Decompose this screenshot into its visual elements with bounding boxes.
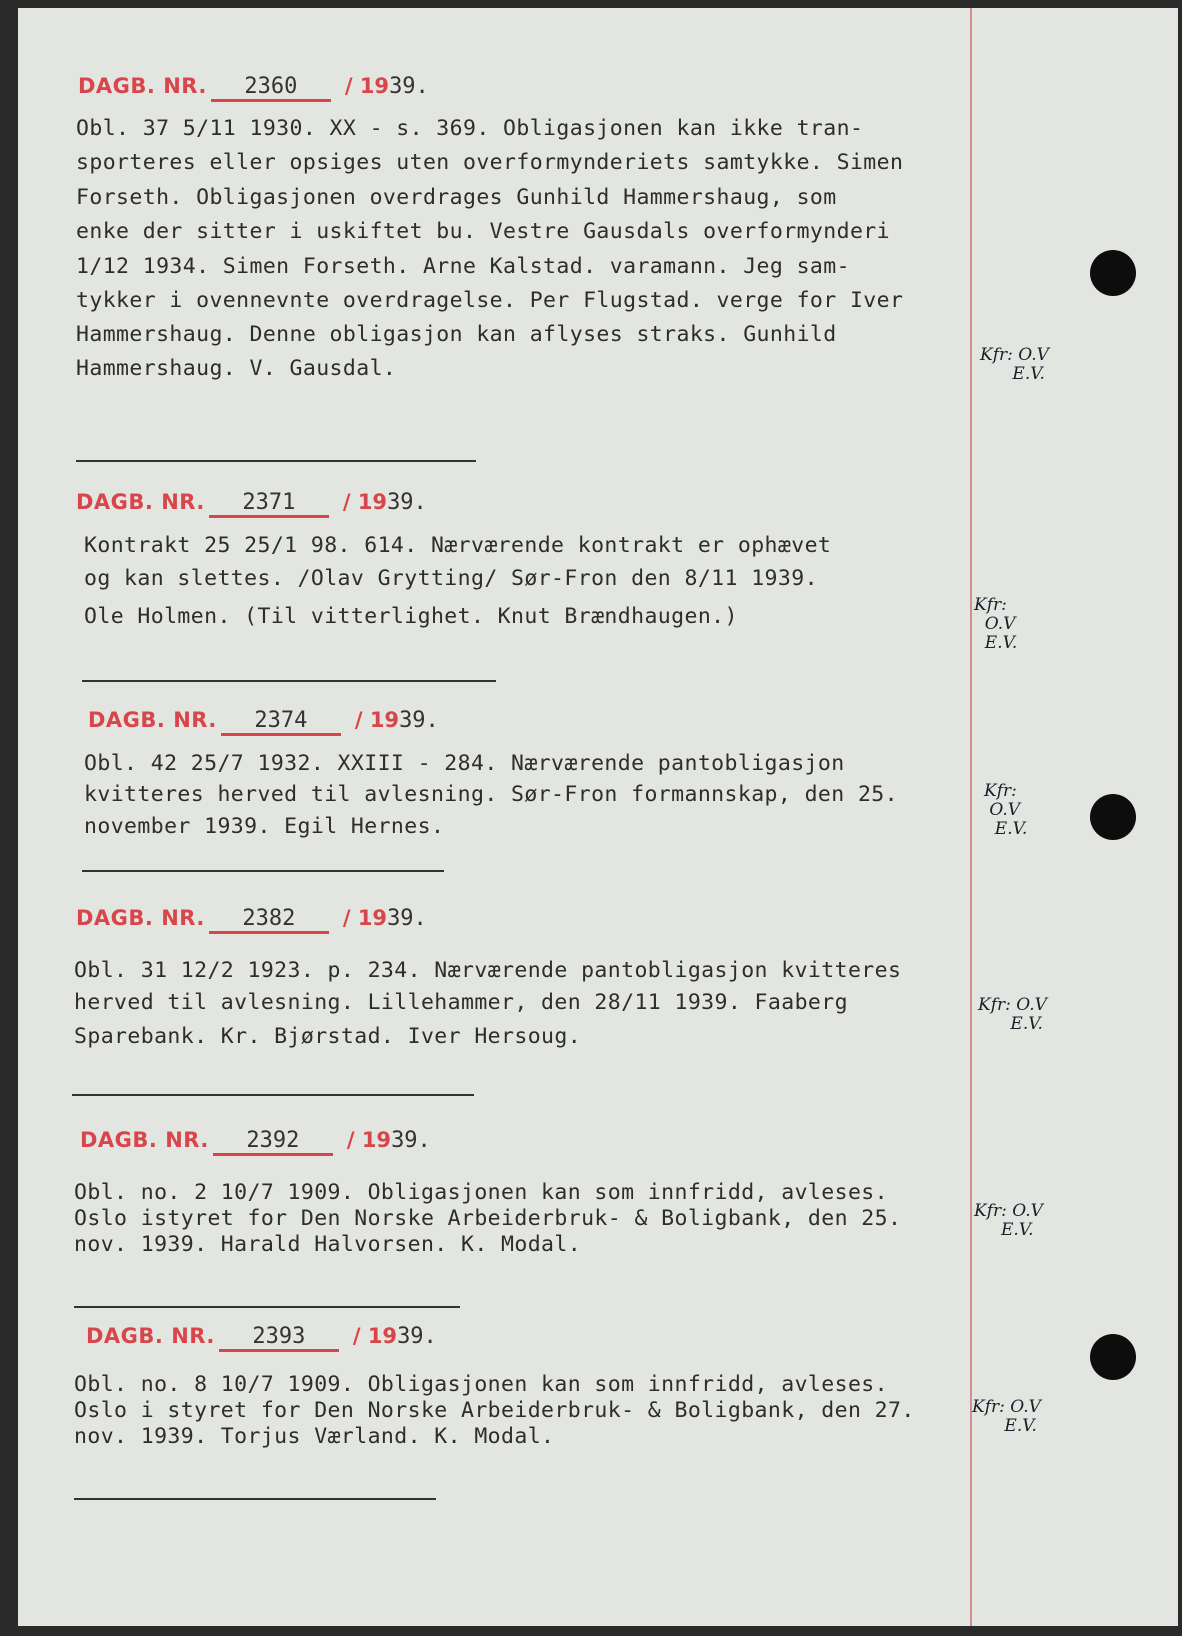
punch-hole (1090, 250, 1136, 296)
entry-text-line: Sparebank. Kr. Bjørstad. Iver Hersoug. (74, 1024, 582, 1049)
entry-label: DAGB. NR. (86, 1324, 215, 1348)
entry-header (76, 490, 427, 518)
punch-hole (1090, 1334, 1136, 1380)
entry-header (80, 1128, 431, 1156)
entry-number: 2393 (219, 1324, 339, 1352)
entry-text-line: enke der sitter i uskiftet bu. Vestre Gausdals overformynderi (76, 219, 890, 244)
entry-number: 2392 (213, 1128, 333, 1156)
margin-note: Kfr: O.V E.V. (974, 595, 1018, 653)
entry-text-line: kvitteres herved til avlesning. Sør-Fron formannskap, den 25. (84, 782, 898, 807)
separator-rule (72, 1094, 474, 1096)
entry-year-suffix: 39. (389, 74, 429, 99)
entry-number: 2382 (209, 906, 329, 934)
entry-text-line: Kontrakt 25 25/1 98. 614. Nærværende kontrakt er ophævet (84, 533, 832, 558)
entry-label: DAGB. NR. (76, 490, 205, 514)
margin-note: Kfr: O.V E.V. (972, 1397, 1041, 1436)
entry-year-prefix: / 19 (342, 490, 388, 514)
margin-note: Kfr: O.V E.V. (978, 995, 1047, 1034)
entry-text-line: sporteres eller opsiges uten overformynderiets samtykke. Simen (76, 150, 904, 175)
entry-year-suffix: 39. (387, 906, 427, 931)
entry-year-suffix: 39. (387, 490, 427, 515)
entry-text-line: Hammershaug. V. Gausdal. (76, 356, 397, 381)
separator-rule (76, 460, 476, 462)
entry-number: 2371 (209, 490, 329, 518)
separator-rule (82, 680, 496, 682)
entry-text-line: Ole Holmen. (Til vitterlighet. Knut Brændhaugen.) (84, 604, 738, 629)
entry-text-line: nov. 1939. Torjus Værland. K. Modal. (74, 1424, 555, 1449)
entry-text-line: Oslo istyret for Den Norske Arbeiderbruk- & Boligbank, den 25. (74, 1206, 902, 1231)
entry-text-line: Oslo i styret for Den Norske Arbeiderbruk- & Boligbank, den 27. (74, 1398, 915, 1423)
punch-hole (1090, 794, 1136, 840)
entry-number: 2374 (221, 708, 341, 736)
entry-label: DAGB. NR. (76, 906, 205, 930)
entry-text-line: og kan slettes. /Olav Grytting/ Sør-Fron den 8/11 1939. (84, 566, 818, 591)
entry-text-line: 1/12 1934. Simen Forseth. Arne Kalstad. varamann. Jeg sam- (76, 254, 850, 279)
entry-label: DAGB. NR. (88, 708, 217, 732)
document-page (18, 8, 1178, 1626)
entry-text-line: Obl. no. 8 10/7 1909. Obligasjonen kan som innfridd, avleses. (74, 1372, 888, 1397)
entry-label: DAGB. NR. (80, 1128, 209, 1152)
entry-text-line: Obl. 42 25/7 1932. XXIII - 284. Nærværende pantobligasjon (84, 751, 845, 776)
separator-rule (82, 870, 444, 872)
entry-header (88, 708, 439, 736)
entry-text-line: herved til avlesning. Lillehammer, den 28/11 1939. Faaberg (74, 990, 848, 1015)
separator-rule (74, 1498, 436, 1500)
entry-text-line: nov. 1939. Harald Halvorsen. K. Modal. (74, 1232, 582, 1257)
entry-label: DAGB. NR. (78, 74, 207, 98)
entry-text-line: tykker i ovennevnte overdragelse. Per Flugstad. verge for Iver (76, 288, 904, 313)
entry-year-suffix: 39. (397, 1324, 437, 1349)
entry-text-line: Obl. no. 2 10/7 1909. Obligasjonen kan som innfridd, avleses. (74, 1180, 888, 1205)
entry-year-suffix: 39. (391, 1128, 431, 1153)
entry-header (86, 1324, 437, 1352)
margin-line (970, 8, 972, 1626)
entry-header (78, 74, 429, 102)
entry-header (76, 906, 427, 934)
entry-year-prefix: / 19 (344, 74, 390, 98)
entry-text-line: Obl. 37 5/11 1930. XX - s. 369. Obligasjonen kan ikke tran- (76, 116, 864, 141)
entry-number: 2360 (211, 74, 331, 102)
entry-text-line: november 1939. Egil Hernes. (84, 814, 445, 839)
entry-year-prefix: / 19 (354, 708, 400, 732)
entry-year-prefix: / 19 (352, 1324, 398, 1348)
entry-year-prefix: / 19 (346, 1128, 392, 1152)
separator-rule (74, 1306, 460, 1308)
margin-note: Kfr: O.V E.V. (980, 345, 1049, 384)
entry-text-line: Obl. 31 12/2 1923. p. 234. Nærværende pantobligasjon kvitteres (74, 958, 902, 983)
entry-year-suffix: 39. (399, 708, 439, 733)
margin-note: Kfr: O.V E.V. (974, 1201, 1043, 1240)
entry-year-prefix: / 19 (342, 906, 388, 930)
entry-text-line: Hammershaug. Denne obligasjon kan aflyses straks. Gunhild (76, 322, 837, 347)
margin-note: Kfr: O.V E.V. (984, 781, 1028, 839)
entry-text-line: Forseth. Obligasjonen overdrages Gunhild Hammershaug, som (76, 185, 837, 210)
